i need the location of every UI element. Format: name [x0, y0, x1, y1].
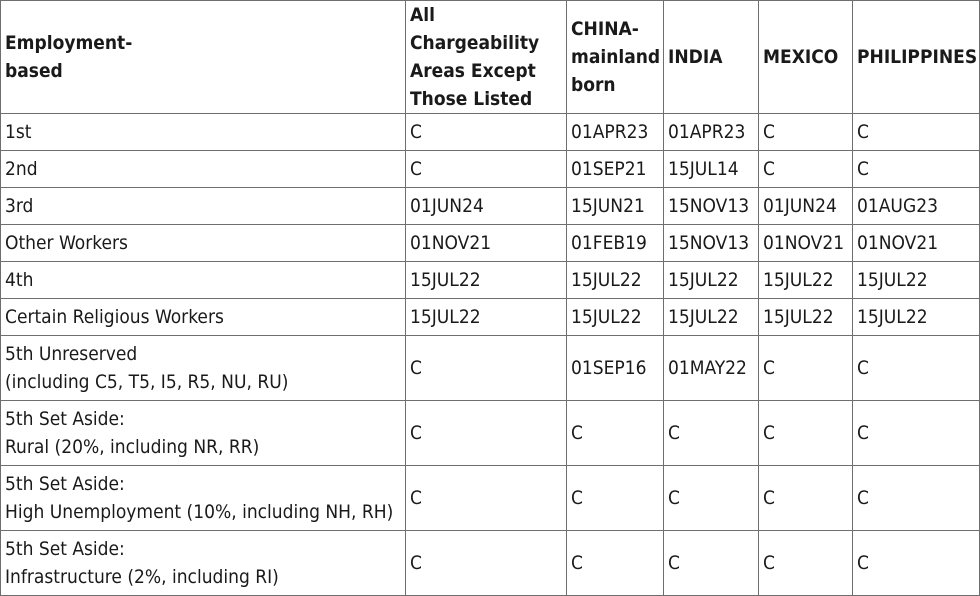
date-cell: C	[759, 336, 853, 401]
date-cell: C	[759, 466, 853, 531]
date-cell: 15JUN21	[567, 188, 664, 225]
date-cell: 15JUL22	[406, 262, 567, 299]
date-cell: C	[406, 466, 567, 531]
date-cell: C	[853, 151, 980, 188]
category-cell: 1st	[1, 114, 406, 151]
table-row	[1, 114, 980, 151]
date-cell: 15JUL22	[853, 262, 980, 299]
date-cell: 15JUL22	[759, 262, 853, 299]
header-employment-based: Employment- based	[1, 1, 406, 114]
category-cell: 5th Set Aside: Rural (20%, including NR, RR)	[1, 401, 406, 466]
date-cell: 01JUN24	[759, 188, 853, 225]
header-all-chargeability: All Chargeability Areas Except Those Listed	[406, 1, 567, 114]
category-cell: 5th Unreserved (including C5, T5, I5, R5, NU, RU)	[1, 336, 406, 401]
date-cell: C	[853, 466, 980, 531]
date-cell: C	[664, 401, 759, 466]
table-header	[1, 1, 980, 114]
table-row	[1, 299, 980, 336]
category-cell: 2nd	[1, 151, 406, 188]
date-cell: 01NOV21	[759, 225, 853, 262]
table-row	[1, 262, 980, 299]
date-cell: 15JUL22	[567, 262, 664, 299]
date-cell: C	[759, 151, 853, 188]
date-cell: C	[567, 401, 664, 466]
header-china: CHINA- mainland born	[567, 1, 664, 114]
header-row	[1, 1, 980, 114]
category-cell: Certain Religious Workers	[1, 299, 406, 336]
date-cell: 15JUL22	[759, 299, 853, 336]
date-cell: C	[406, 336, 567, 401]
date-cell: C	[759, 114, 853, 151]
date-cell: 15JUL22	[853, 299, 980, 336]
date-cell: C	[853, 531, 980, 596]
date-cell: C	[664, 466, 759, 531]
table-row	[1, 531, 980, 596]
date-cell: 01JUN24	[406, 188, 567, 225]
date-cell: C	[664, 531, 759, 596]
date-cell: C	[853, 336, 980, 401]
date-cell: 15JUL14	[664, 151, 759, 188]
date-cell: 15NOV13	[664, 188, 759, 225]
category-cell: 5th Set Aside: High Unemployment (10%, including NH, RH)	[1, 466, 406, 531]
category-cell: 5th Set Aside: Infrastructure (2%, including RI)	[1, 531, 406, 596]
header-mexico: MEXICO	[759, 1, 853, 114]
category-cell: 3rd	[1, 188, 406, 225]
date-cell: 01SEP21	[567, 151, 664, 188]
date-cell: 15NOV13	[664, 225, 759, 262]
date-cell: C	[567, 466, 664, 531]
date-cell: C	[406, 114, 567, 151]
date-cell: 01APR23	[567, 114, 664, 151]
date-cell: 01NOV21	[406, 225, 567, 262]
header-philippines: PHILIPPINES	[853, 1, 980, 114]
date-cell: C	[853, 401, 980, 466]
category-cell: 4th	[1, 262, 406, 299]
date-cell: 01APR23	[664, 114, 759, 151]
header-india: INDIA	[664, 1, 759, 114]
date-cell: C	[406, 401, 567, 466]
date-cell: 01MAY22	[664, 336, 759, 401]
date-cell: 15JUL22	[567, 299, 664, 336]
table-row	[1, 188, 980, 225]
table-row	[1, 336, 980, 401]
date-cell: C	[406, 151, 567, 188]
date-cell: C	[853, 114, 980, 151]
table-body	[1, 114, 980, 596]
table-row	[1, 151, 980, 188]
date-cell: C	[567, 531, 664, 596]
table-row	[1, 401, 980, 466]
date-cell: 15JUL22	[664, 299, 759, 336]
date-cell: C	[759, 531, 853, 596]
date-cell: 01NOV21	[853, 225, 980, 262]
date-cell: 01FEB19	[567, 225, 664, 262]
table-row	[1, 466, 980, 531]
date-cell: 15JUL22	[406, 299, 567, 336]
table-row	[1, 225, 980, 262]
date-cell: 01SEP16	[567, 336, 664, 401]
date-cell: 15JUL22	[664, 262, 759, 299]
date-cell: C	[406, 531, 567, 596]
category-cell: Other Workers	[1, 225, 406, 262]
date-cell: C	[759, 401, 853, 466]
date-cell: 01AUG23	[853, 188, 980, 225]
